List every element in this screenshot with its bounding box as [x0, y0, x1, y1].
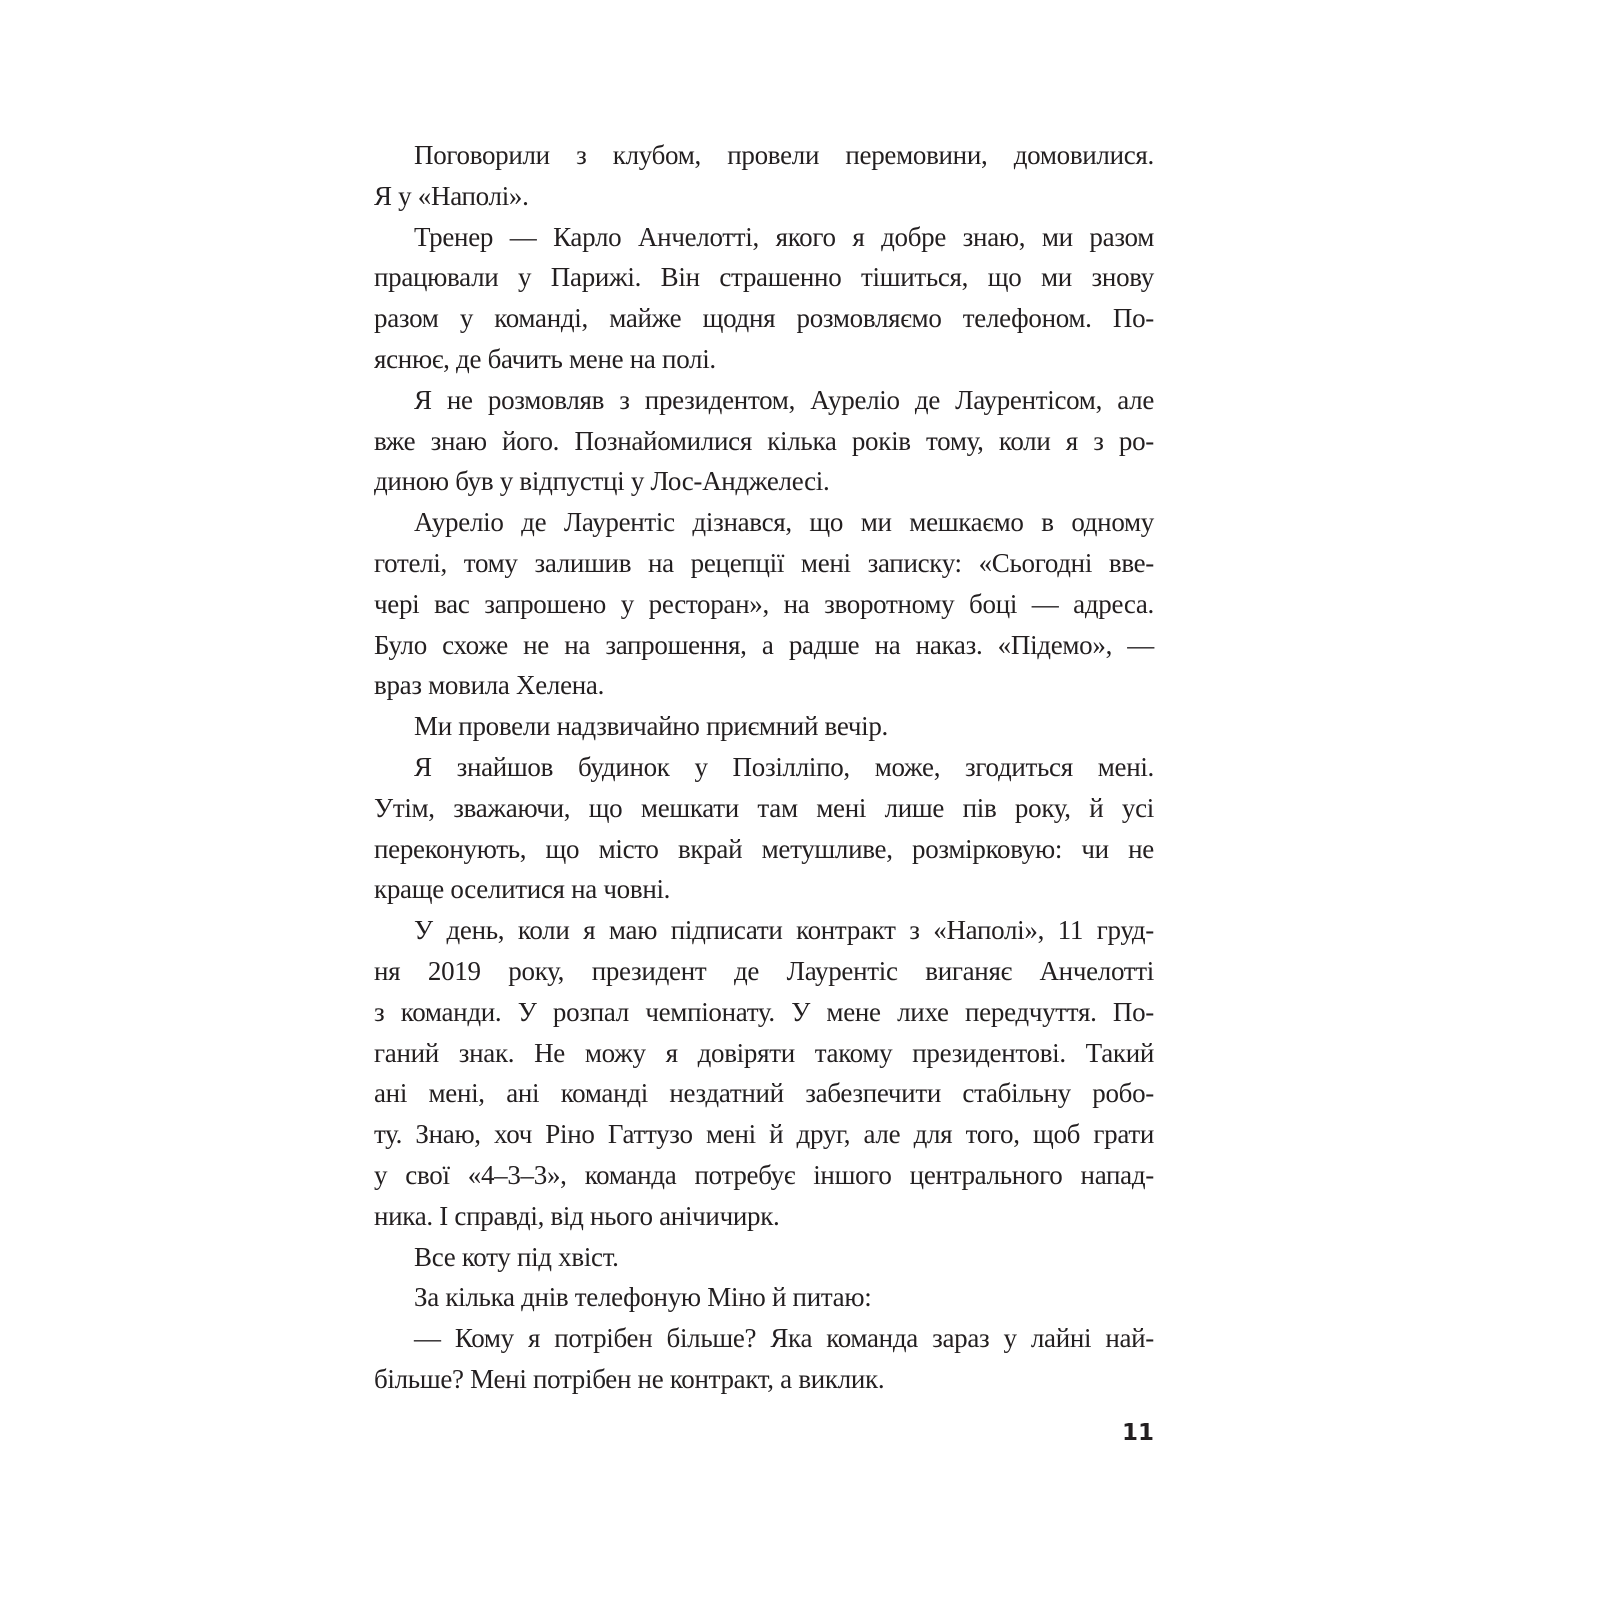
text-line: За кілька днів телефоную Міно й питаю:	[414, 1282, 872, 1313]
text-line: Тренер — Карло Анчелотті, якого я добре знаю, ми разом	[414, 221, 1154, 252]
text-line: Утім, зважаючи, що мешкати там мені лише пів року, й усі	[374, 792, 1154, 823]
text-line: — Кому я потрібен більше? Яка команда зараз у лайні най-	[414, 1323, 1154, 1354]
text-line: ника. І справді, від нього анічичирк.	[374, 1200, 780, 1231]
text-line: вже знаю його. Познайомилися кілька років тому, коли я з ро-	[374, 425, 1154, 456]
page-number: 11	[1121, 1420, 1154, 1446]
text-line: ані мені, ані команді нездатний забезпечити стабільну робо-	[374, 1078, 1154, 1109]
text-line: диною був у відпустці у Лос-Анджелесі.	[374, 466, 830, 497]
text-line: Я не розмовляв з президентом, Ауреліо де Лаурентісом, але	[414, 384, 1154, 415]
text-line: більше? Мені потрібен не контракт, а виклик.	[374, 1364, 885, 1394]
text-line: У день, коли я маю підписати контракт з «Наполі», 11 груд-	[414, 915, 1154, 946]
text-line: працювали у Парижі. Він страшенно тішиться, що ми знову	[374, 262, 1154, 293]
text-line: разом у команді, майже щодня розмовляємо телефоном. По-	[374, 303, 1154, 334]
text-line: враз мовила Хелена.	[374, 670, 605, 701]
text-line: готелі, тому залишив на рецепції мені записку: «Сьогодні вве-	[374, 548, 1154, 578]
text-line: переконують, що місто вкрай метушливе, розмірковую: чи не	[374, 833, 1154, 864]
text-line: ту. Знаю, хоч Ріно Гаттузо мені й друг, але для того, щоб грати	[374, 1119, 1154, 1150]
text-line: Я у «Наполі».	[374, 180, 529, 211]
text-line: чері вас запрошено у ресторан», на зворотному боці — адреса.	[374, 588, 1154, 619]
text-line: Ми провели надзвичайно приємний вечір.	[414, 711, 888, 742]
text-line: у свої «4–3–3», команда потребує іншого центрального напад-	[374, 1160, 1154, 1190]
text-line: Я знайшов будинок у Позілліпо, може, згодиться мені.	[414, 752, 1154, 782]
text-line: Ауреліо де Лаурентіс дізнався, що ми мешкаємо в одному	[414, 507, 1154, 538]
text-line: яснює, де бачить мене на полі.	[374, 344, 716, 374]
text-line: Поговорили з клубом, провели перемовини, домовилися.	[414, 140, 1154, 170]
text-line: Все коту під хвіст.	[414, 1241, 619, 1272]
text-line: ганий знак. Не можу я довіряти такому президентові. Такий	[374, 1037, 1154, 1068]
text-line: ня 2019 року, президент де Лаурентіс виганяє Анчелотті	[374, 956, 1154, 986]
text-line: краще оселитися на човні.	[374, 874, 671, 905]
text-line: Було схоже не на запрошення, а радше на наказ. «Підемо», —	[374, 629, 1154, 660]
text-line: з команди. У розпал чемпіонату. У мене лихе передчуття. По-	[374, 996, 1154, 1027]
